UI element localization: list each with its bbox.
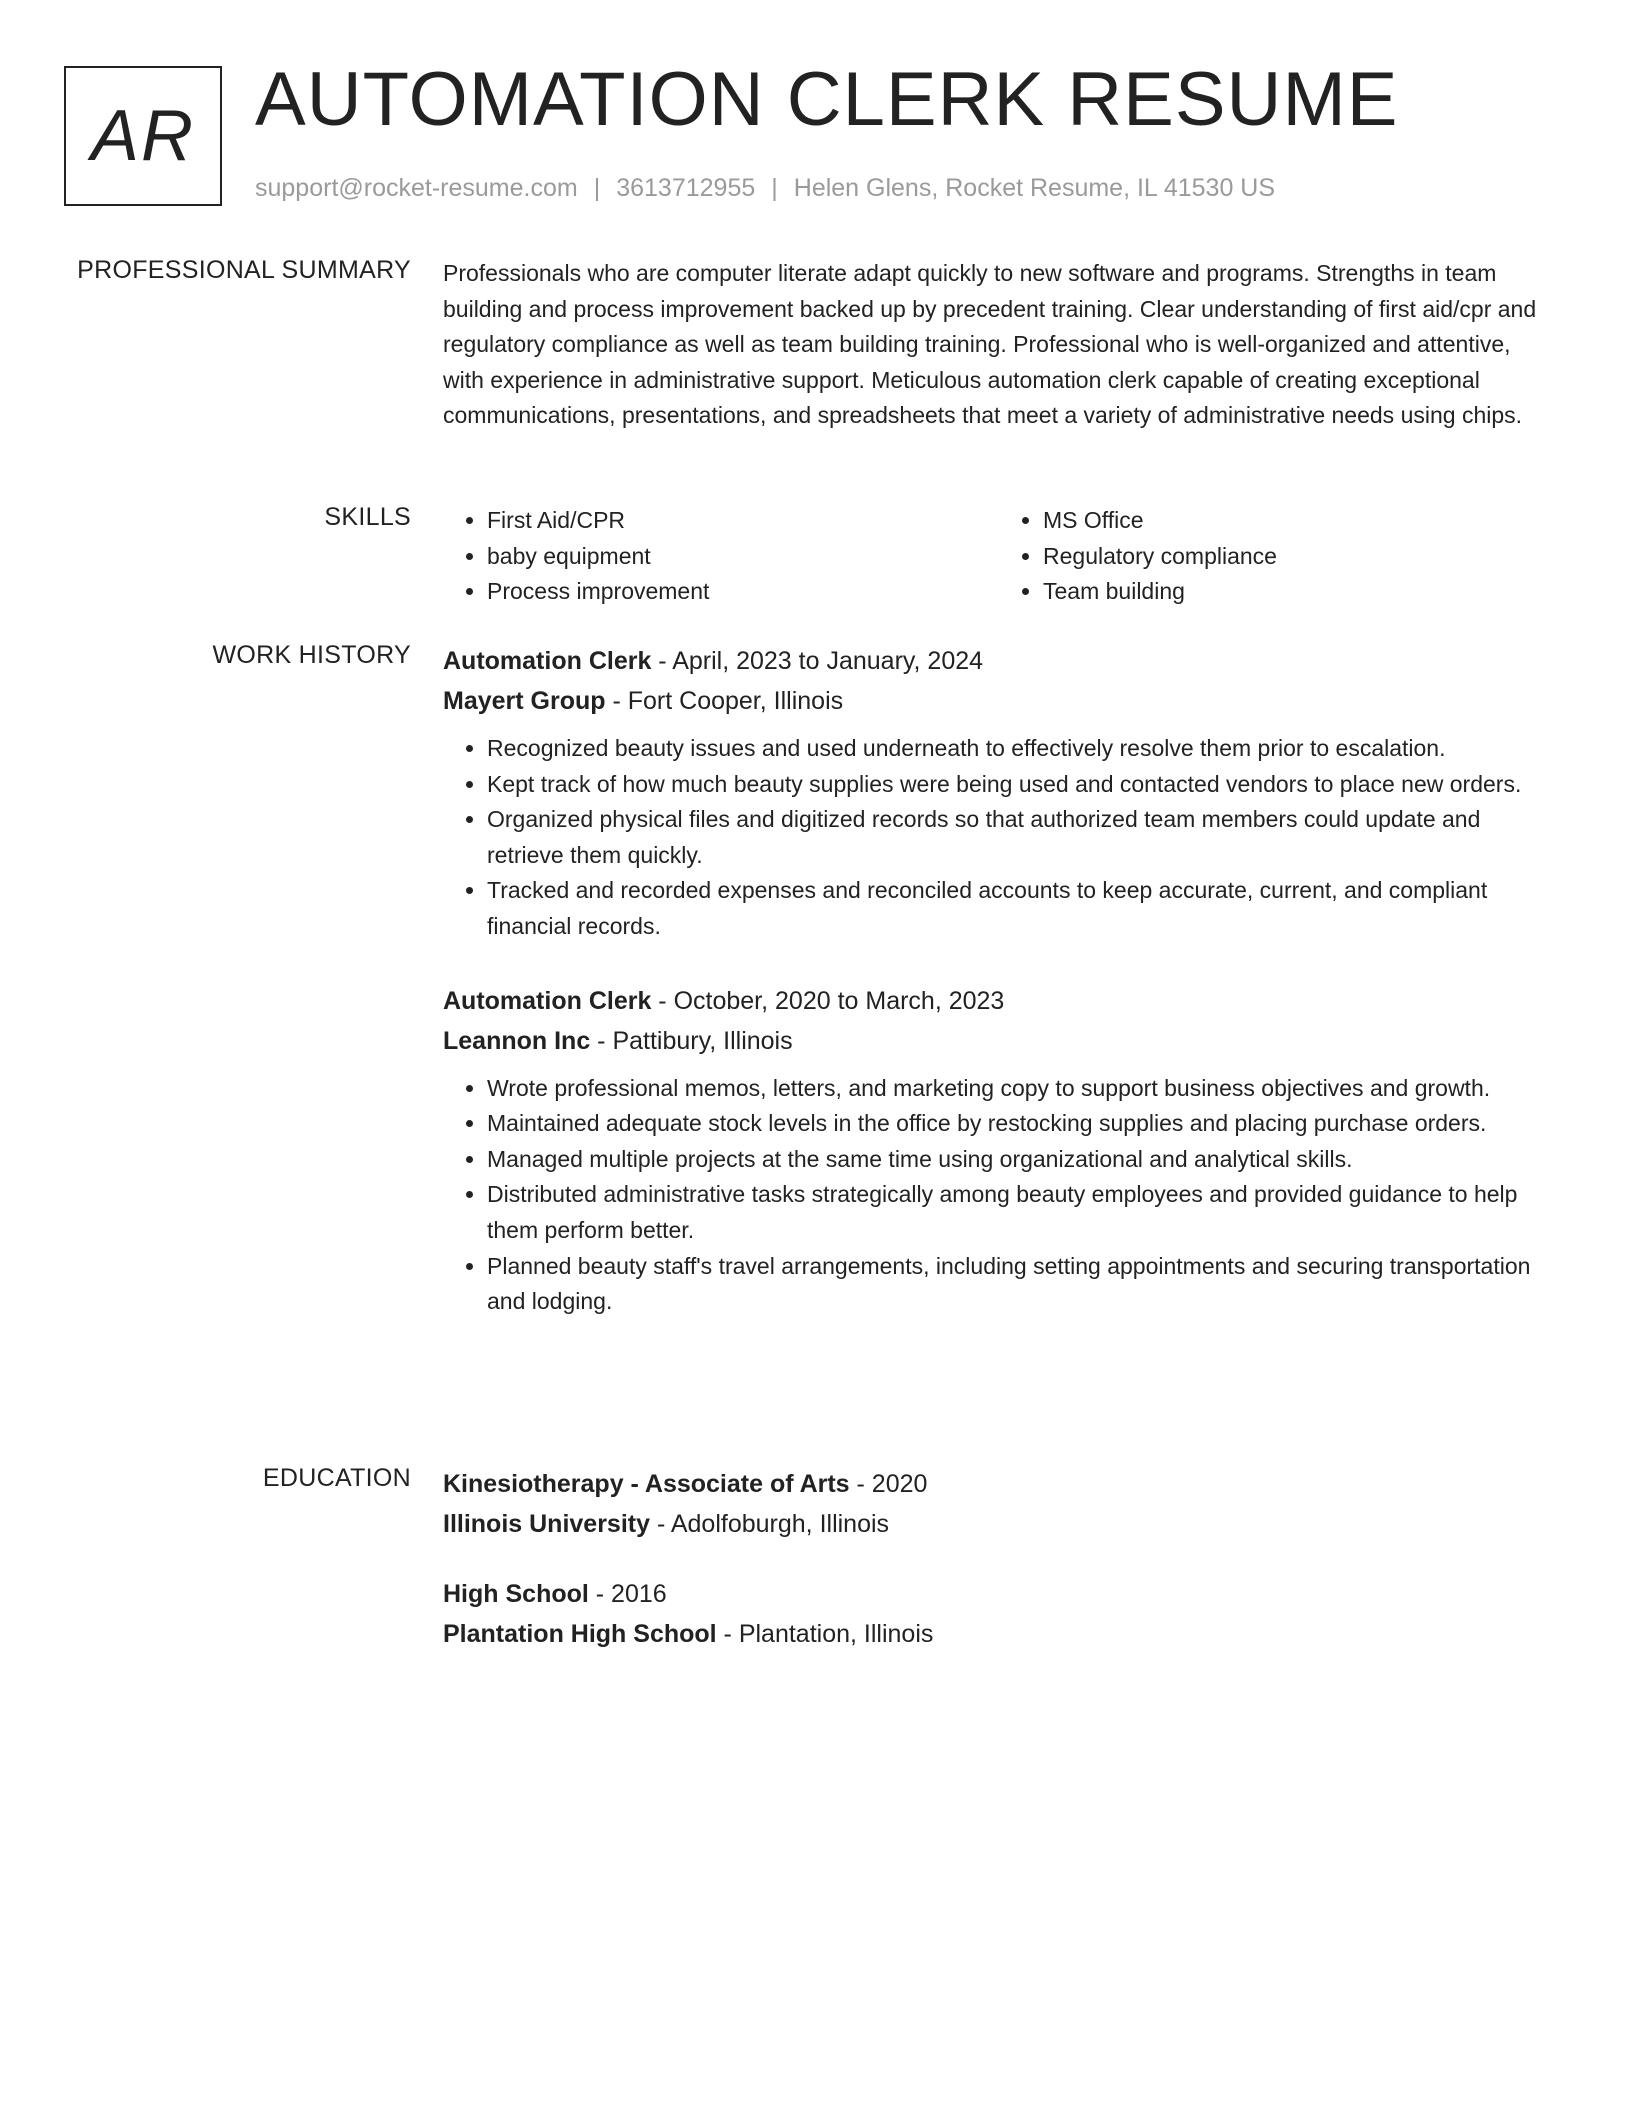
job-dates: - October, 2020 to March, 2023 (651, 986, 1005, 1015)
job-title-line (443, 641, 1555, 681)
job-title: Automation Clerk (443, 647, 652, 675)
contact-line (255, 174, 1275, 203)
summary-text: Professionals who are computer literate adapt quickly to new software and programs. Strengths in team building and process improvement backed up by precedent training. Clear understanding of first aid/cpr and regulatory compliance as well as team building training. Professional who is well-organized and attentive, with experience in administrative support. Meticulous automation clerk capable of creating exceptional communications, presentations, and spreadsheets that meet a variety of administrative needs using chips. (443, 260, 1537, 429)
job-bullet: • Kept track of how much beauty supplies were being used and contacted vendors to place new orders. (487, 767, 1555, 803)
job-location: - Fort Cooper, Illinois (605, 687, 844, 715)
job-bullets (443, 1071, 1555, 1320)
job-company: Leannon Inc (443, 1026, 591, 1055)
skills-grid (443, 503, 1555, 610)
education-entry (443, 1464, 1555, 1544)
job-title: Automation Clerk (443, 986, 652, 1015)
skill-item: • MS Office (1043, 503, 1555, 539)
contact-phone[interactable]: 3613712955 (616, 174, 756, 202)
education-body (443, 1464, 1555, 1684)
job-company-line (443, 1021, 1555, 1061)
contact-email[interactable]: support@rocket-resume.com (255, 174, 578, 202)
education-degree: High School (443, 1580, 589, 1608)
skill-item: • Process improvement (487, 574, 999, 610)
education-location: - Plantation, Illinois (716, 1620, 934, 1648)
section-heading-summary: PROFESSIONAL SUMMARY (77, 256, 411, 284)
education-year: - 2020 (849, 1470, 928, 1498)
section-heading-skills: SKILLS (324, 503, 411, 531)
education-school-line (443, 1504, 1555, 1544)
job-bullet: • Maintained adequate stock levels in the office by restocking supplies and placing purchase orders. (487, 1106, 1555, 1142)
job-bullet: • Recognized beauty issues and used underneath to effectively resolve them prior to escalation. (487, 731, 1555, 767)
job-dates: - April, 2023 to January, 2024 (651, 647, 984, 675)
job-entry (443, 641, 1555, 945)
job-title-line (443, 981, 1555, 1021)
education-degree-line (443, 1464, 1555, 1504)
skills-body (443, 503, 1555, 610)
education-entry (443, 1574, 1555, 1654)
education-degree-line (443, 1574, 1555, 1614)
job-bullet: • Tracked and recorded expenses and reconciled accounts to keep accurate, current, and compliant financial records. (487, 873, 1555, 944)
job-bullets (443, 731, 1555, 945)
skill-item: • Team building (1043, 574, 1555, 610)
education-school: Plantation High School (443, 1620, 717, 1648)
education-year: - 2016 (588, 1580, 667, 1608)
section-heading-education: EDUCATION (262, 1464, 411, 1492)
job-company-line (443, 681, 1555, 721)
skills-column-right (999, 503, 1555, 610)
page-title: AUTOMATION CLERK RESUME (255, 57, 1399, 142)
education-degree: Kinesiotherapy - Associate of Arts (443, 1470, 850, 1498)
skill-item: • Regulatory compliance (1043, 539, 1555, 575)
education-school: Illinois University (443, 1510, 651, 1538)
work-history-body (443, 641, 1555, 1356)
job-bullet: • Organized physical files and digitized records so that authorized team members could update and retrieve them quickly. (487, 802, 1555, 873)
job-company: Mayert Group (443, 687, 606, 715)
skill-item: • baby equipment (487, 539, 999, 575)
job-location: - Pattibury, Illinois (590, 1026, 793, 1055)
education-location: - Adolfoburgh, Illinois (650, 1510, 890, 1538)
skill-item: • First Aid/CPR (487, 503, 999, 539)
skills-column-left (443, 503, 999, 610)
contact-address: Helen Glens, Rocket Resume, IL 41530 US (793, 174, 1276, 202)
summary-body (443, 256, 1555, 434)
job-bullet: • Managed multiple projects at the same time using organizational and analytical skills. (487, 1142, 1555, 1178)
monogram-logo: AR (64, 66, 222, 206)
section-heading-work-history: WORK HISTORY (212, 641, 411, 669)
job-bullet: • Distributed administrative tasks strategically among beauty employees and provided guidance to help them perform better. (487, 1177, 1555, 1248)
job-bullet: • Wrote professional memos, letters, and marketing copy to support business objectives and growth. (487, 1071, 1555, 1107)
job-bullet: • Planned beauty staff's travel arrangements, including setting appointments and securing transportation and lodging. (487, 1249, 1555, 1320)
contact-separator: | (771, 174, 778, 202)
contact-separator: | (593, 174, 601, 202)
education-school-line (443, 1614, 1555, 1654)
job-entry (443, 981, 1555, 1320)
